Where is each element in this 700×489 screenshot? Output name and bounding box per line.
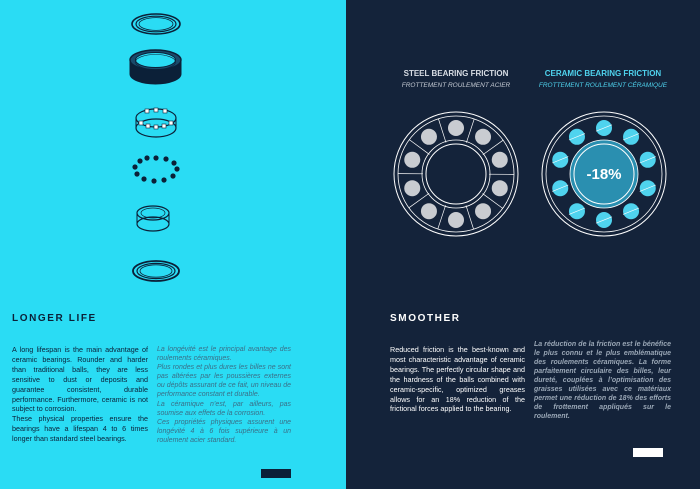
- friction-line: [438, 205, 446, 229]
- seal-ring-top: [132, 14, 180, 34]
- ball-ring: [132, 155, 179, 183]
- bearing-ball: [448, 212, 464, 228]
- ceramic-bearing-subtitle: FROTTEMENT ROULEMENT CÉRAMIQUE: [538, 82, 668, 89]
- smoother-body-fr: La réduction de la friction est le bénéfice le plus connu et le plus emblématique des roulements céramiques. La forme parfaitement circulaire des billes, leur dureté, couplées à l’optimisation des graisses utilisées avec ce matériaux permet une réduction de 18% des efforts de frottement appliqués sur le roulement.: [534, 341, 671, 420]
- exploded-bearing-illustration: [0, 0, 346, 300]
- seal-ring-bottom: [133, 261, 179, 281]
- steel-bearing-subtitle: FROTTEMENT ROULEMENT ACIER: [401, 82, 511, 89]
- steel-bearing-title: STEEL BEARING FRICTION: [403, 69, 509, 78]
- friction-line: [438, 119, 446, 143]
- ball-cage: [136, 108, 176, 137]
- bearing-ball: [475, 203, 491, 219]
- bearing-ball: [404, 152, 420, 168]
- smoother-body-en: Reduced friction is the best-known and most characteristic advantage of ceramic bearings. The perfectly circular shape and the hardness of the balls combined with ceramic-specific, optimized greases allows for an 18% reduction of the frictional forces applied to the bearing.: [390, 345, 525, 414]
- steel-balls: [398, 119, 514, 230]
- friction-reduction-value: -18%: [586, 166, 622, 183]
- bearing-ball: [448, 120, 464, 136]
- bearing-ball: [421, 203, 437, 219]
- bearing-ball: [492, 152, 508, 168]
- bearing-ball: [492, 180, 508, 196]
- longer-life-heading: LONGER LIFE: [12, 313, 97, 324]
- bearing-ball: [475, 129, 491, 145]
- ceramic-bearing-title: CERAMIC BEARING FRICTION: [544, 69, 662, 78]
- longer-life-body-fr: La longévité est le principal avantage des roulements céramiques. Plus rondes et plus dures les billes ne sont pas altérées par les poussières externes ou dépôts assurant de ce fait, un niveau de performance constant et durable. La céramique n’est, par ailleurs, pas soumise aux effets de la corrosion. Ces propriétés physiques assurent une longévité 4 à 6 fois supérieure à un roulement acier standard.: [157, 346, 291, 444]
- left-panel: [0, 0, 346, 489]
- ceramic-bearing-diagram: [540, 110, 668, 238]
- bearing-ball: [404, 180, 420, 196]
- right-page-tag: [633, 448, 663, 457]
- friction-line: [466, 205, 474, 229]
- steel-bearing-diagram: [392, 110, 520, 238]
- left-page-tag: [261, 469, 291, 478]
- right-panel: [346, 0, 700, 489]
- outer-race: [130, 50, 181, 84]
- friction-line: [466, 119, 474, 143]
- longer-life-body-en: A long lifespan is the main advantage of ceramic bearings. Rounder and harder than traditional balls, they are less sensitive to dust or deposits and guarantee consistent, durable performance. Furthermore, ceramic is not subject to corrosion. These physical properties ensure the bearings have a lifespan 4 to 6 times longer than standard steel bearings.: [12, 345, 148, 444]
- smoother-heading: SMOOTHER: [390, 313, 461, 324]
- bearing-ball: [421, 129, 437, 145]
- inner-race: [137, 206, 169, 231]
